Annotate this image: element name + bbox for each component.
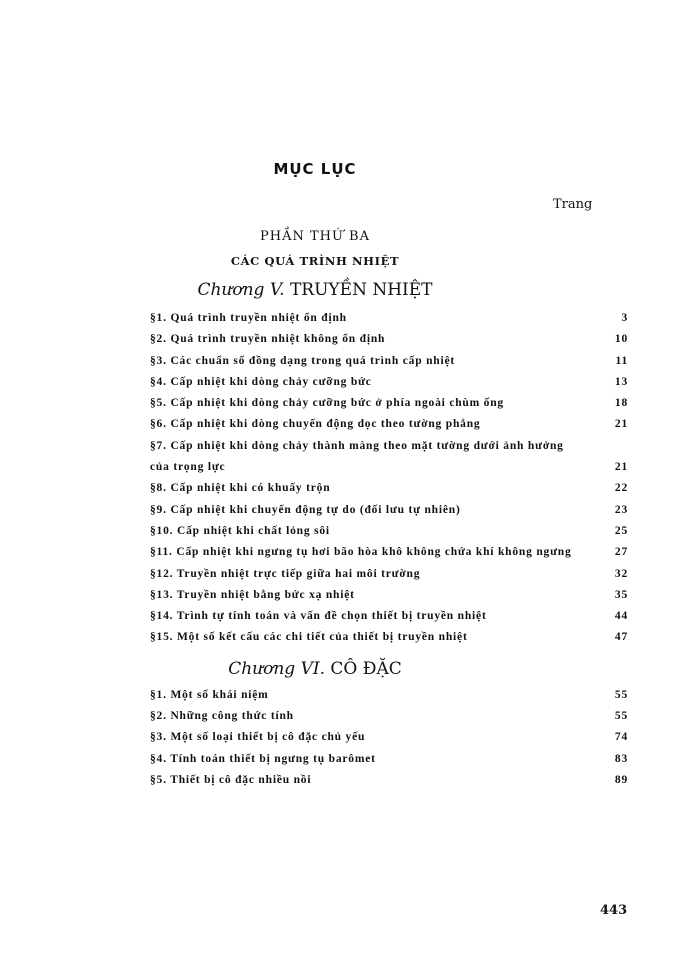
chapter-heading: [0, 649, 630, 685]
toc-entry[interactable]: [150, 308, 628, 329]
toc-entry-page: 21: [614, 418, 628, 431]
toc-entry[interactable]: [150, 749, 628, 770]
page-column-label: Trang: [553, 197, 593, 212]
toc-entry[interactable]: [150, 436, 628, 479]
part-heading: PHẦN THỨ BA: [259, 229, 371, 244]
toc-entry[interactable]: [150, 685, 628, 706]
toc-entry-title: §1. Một số khái niệm: [150, 688, 269, 701]
toc-entry-title: §6. Cấp nhiệt khi dòng chuyển động dọc theo tường phẳng: [150, 418, 481, 431]
toc-entry-page: 3: [621, 312, 628, 324]
chapter-label: Chương V.: [197, 280, 285, 300]
chapter-name: CÔ ĐẶC: [330, 658, 402, 679]
toc-entry-title: §12. Truyền nhiệt trực tiếp giữa hai môi trường: [150, 567, 421, 580]
toc-entry-page: 47: [614, 631, 628, 644]
toc-entry-title: §4. Tính toán thiết bị ngưng tụ barômet: [150, 752, 376, 765]
toc-entry-title: §3. Các chuẩn số đồng dạng trong quá trình cấp nhiệt: [150, 354, 455, 367]
toc-entry[interactable]: [150, 351, 628, 372]
toc-entry-page: 89: [614, 773, 628, 786]
toc-entry[interactable]: [150, 372, 628, 393]
toc-entry-title: §8. Cấp nhiệt khi có khuấy trộn: [150, 482, 331, 495]
toc-entry-page: 25: [614, 524, 628, 537]
toc-list: [150, 308, 628, 649]
toc-entry[interactable]: [150, 521, 628, 542]
toc-entry-title: §15. Một số kết cấu các chi tiết của thiết bị truyền nhiệt: [150, 631, 468, 644]
toc-entry-title: §2. Quá trình truyền nhiệt không ổn định: [150, 333, 386, 346]
toc-entry[interactable]: [150, 500, 628, 521]
toc-entry-page: 11: [615, 354, 628, 367]
page-number: 443: [600, 903, 628, 918]
toc-entry[interactable]: [150, 414, 628, 435]
toc-entry-page: 10: [614, 333, 628, 346]
table-of-contents: [0, 279, 630, 791]
toc-entry[interactable]: [150, 564, 628, 585]
toc-list: [150, 685, 628, 791]
toc-entry[interactable]: [150, 627, 628, 648]
toc-entry[interactable]: [150, 393, 628, 414]
page-title: MỤC LỤC: [273, 160, 357, 178]
chapter-heading: [0, 279, 630, 308]
toc-entry-page: 44: [614, 610, 628, 623]
toc-entry[interactable]: [150, 478, 628, 499]
toc-entry-page: 13: [614, 375, 628, 388]
toc-entry-page: 74: [614, 731, 628, 744]
toc-entry-title: §2. Những công thức tính: [150, 710, 294, 723]
toc-entry[interactable]: [150, 585, 628, 606]
toc-entry-title: §5. Thiết bị cô đặc nhiều nồi: [150, 773, 312, 786]
toc-entry-title: §5. Cấp nhiệt khi dòng chảy cưỡng bức ở phía ngoài chùm ống: [150, 397, 504, 410]
toc-entry-title: §3. Một số loại thiết bị cô đặc chủ yếu: [150, 731, 366, 744]
toc-entry-title: §9. Cấp nhiệt khi chuyển động tự do (đối lưu tự nhiên): [150, 503, 461, 516]
toc-entry-title: §11. Cấp nhiệt khi ngưng tụ hơi bão hòa khô không chứa khí không ngưng: [150, 546, 572, 559]
toc-entry-title: §7. Cấp nhiệt khi dòng chảy thành màng theo mặt tường dưới ảnh hưởng của trọng lực: [150, 439, 564, 474]
toc-entry[interactable]: [150, 542, 628, 563]
toc-entry-page: 23: [614, 503, 628, 516]
toc-entry-page: 18: [614, 397, 628, 410]
toc-entry-title: §14. Trình tự tính toán và vấn đề chọn thiết bị truyền nhiệt: [150, 610, 487, 623]
toc-entry-page: 55: [614, 688, 628, 701]
toc-entry[interactable]: [150, 770, 628, 791]
toc-entry-page: 55: [614, 710, 628, 723]
chapter-label: Chương VI.: [228, 658, 325, 679]
toc-entry[interactable]: [150, 606, 628, 627]
toc-entry-title: §10. Cấp nhiệt khi chất lỏng sôi: [150, 524, 330, 537]
toc-entry-page: 83: [614, 752, 628, 765]
toc-entry-page: 22: [614, 482, 628, 495]
toc-entry[interactable]: [150, 727, 628, 748]
toc-entry[interactable]: [150, 329, 628, 350]
toc-entry-title: §4. Cấp nhiệt khi dòng chảy cưỡng bức: [150, 375, 372, 388]
chapter-name: TRUYỀN NHIỆT: [289, 280, 433, 300]
toc-entry-title: §13. Truyền nhiệt bằng bức xạ nhiệt: [150, 588, 355, 601]
toc-entry-page: 32: [614, 567, 628, 580]
toc-entry-title: §1. Quá trình truyền nhiệt ổn định: [150, 312, 347, 324]
toc-entry-page: 35: [614, 588, 628, 601]
toc-entry-page: 27: [614, 546, 628, 559]
toc-entry[interactable]: [150, 706, 628, 727]
part-title: CÁC QUÁ TRÌNH NHIỆT: [230, 254, 400, 268]
toc-entry-page: 21: [614, 461, 628, 474]
